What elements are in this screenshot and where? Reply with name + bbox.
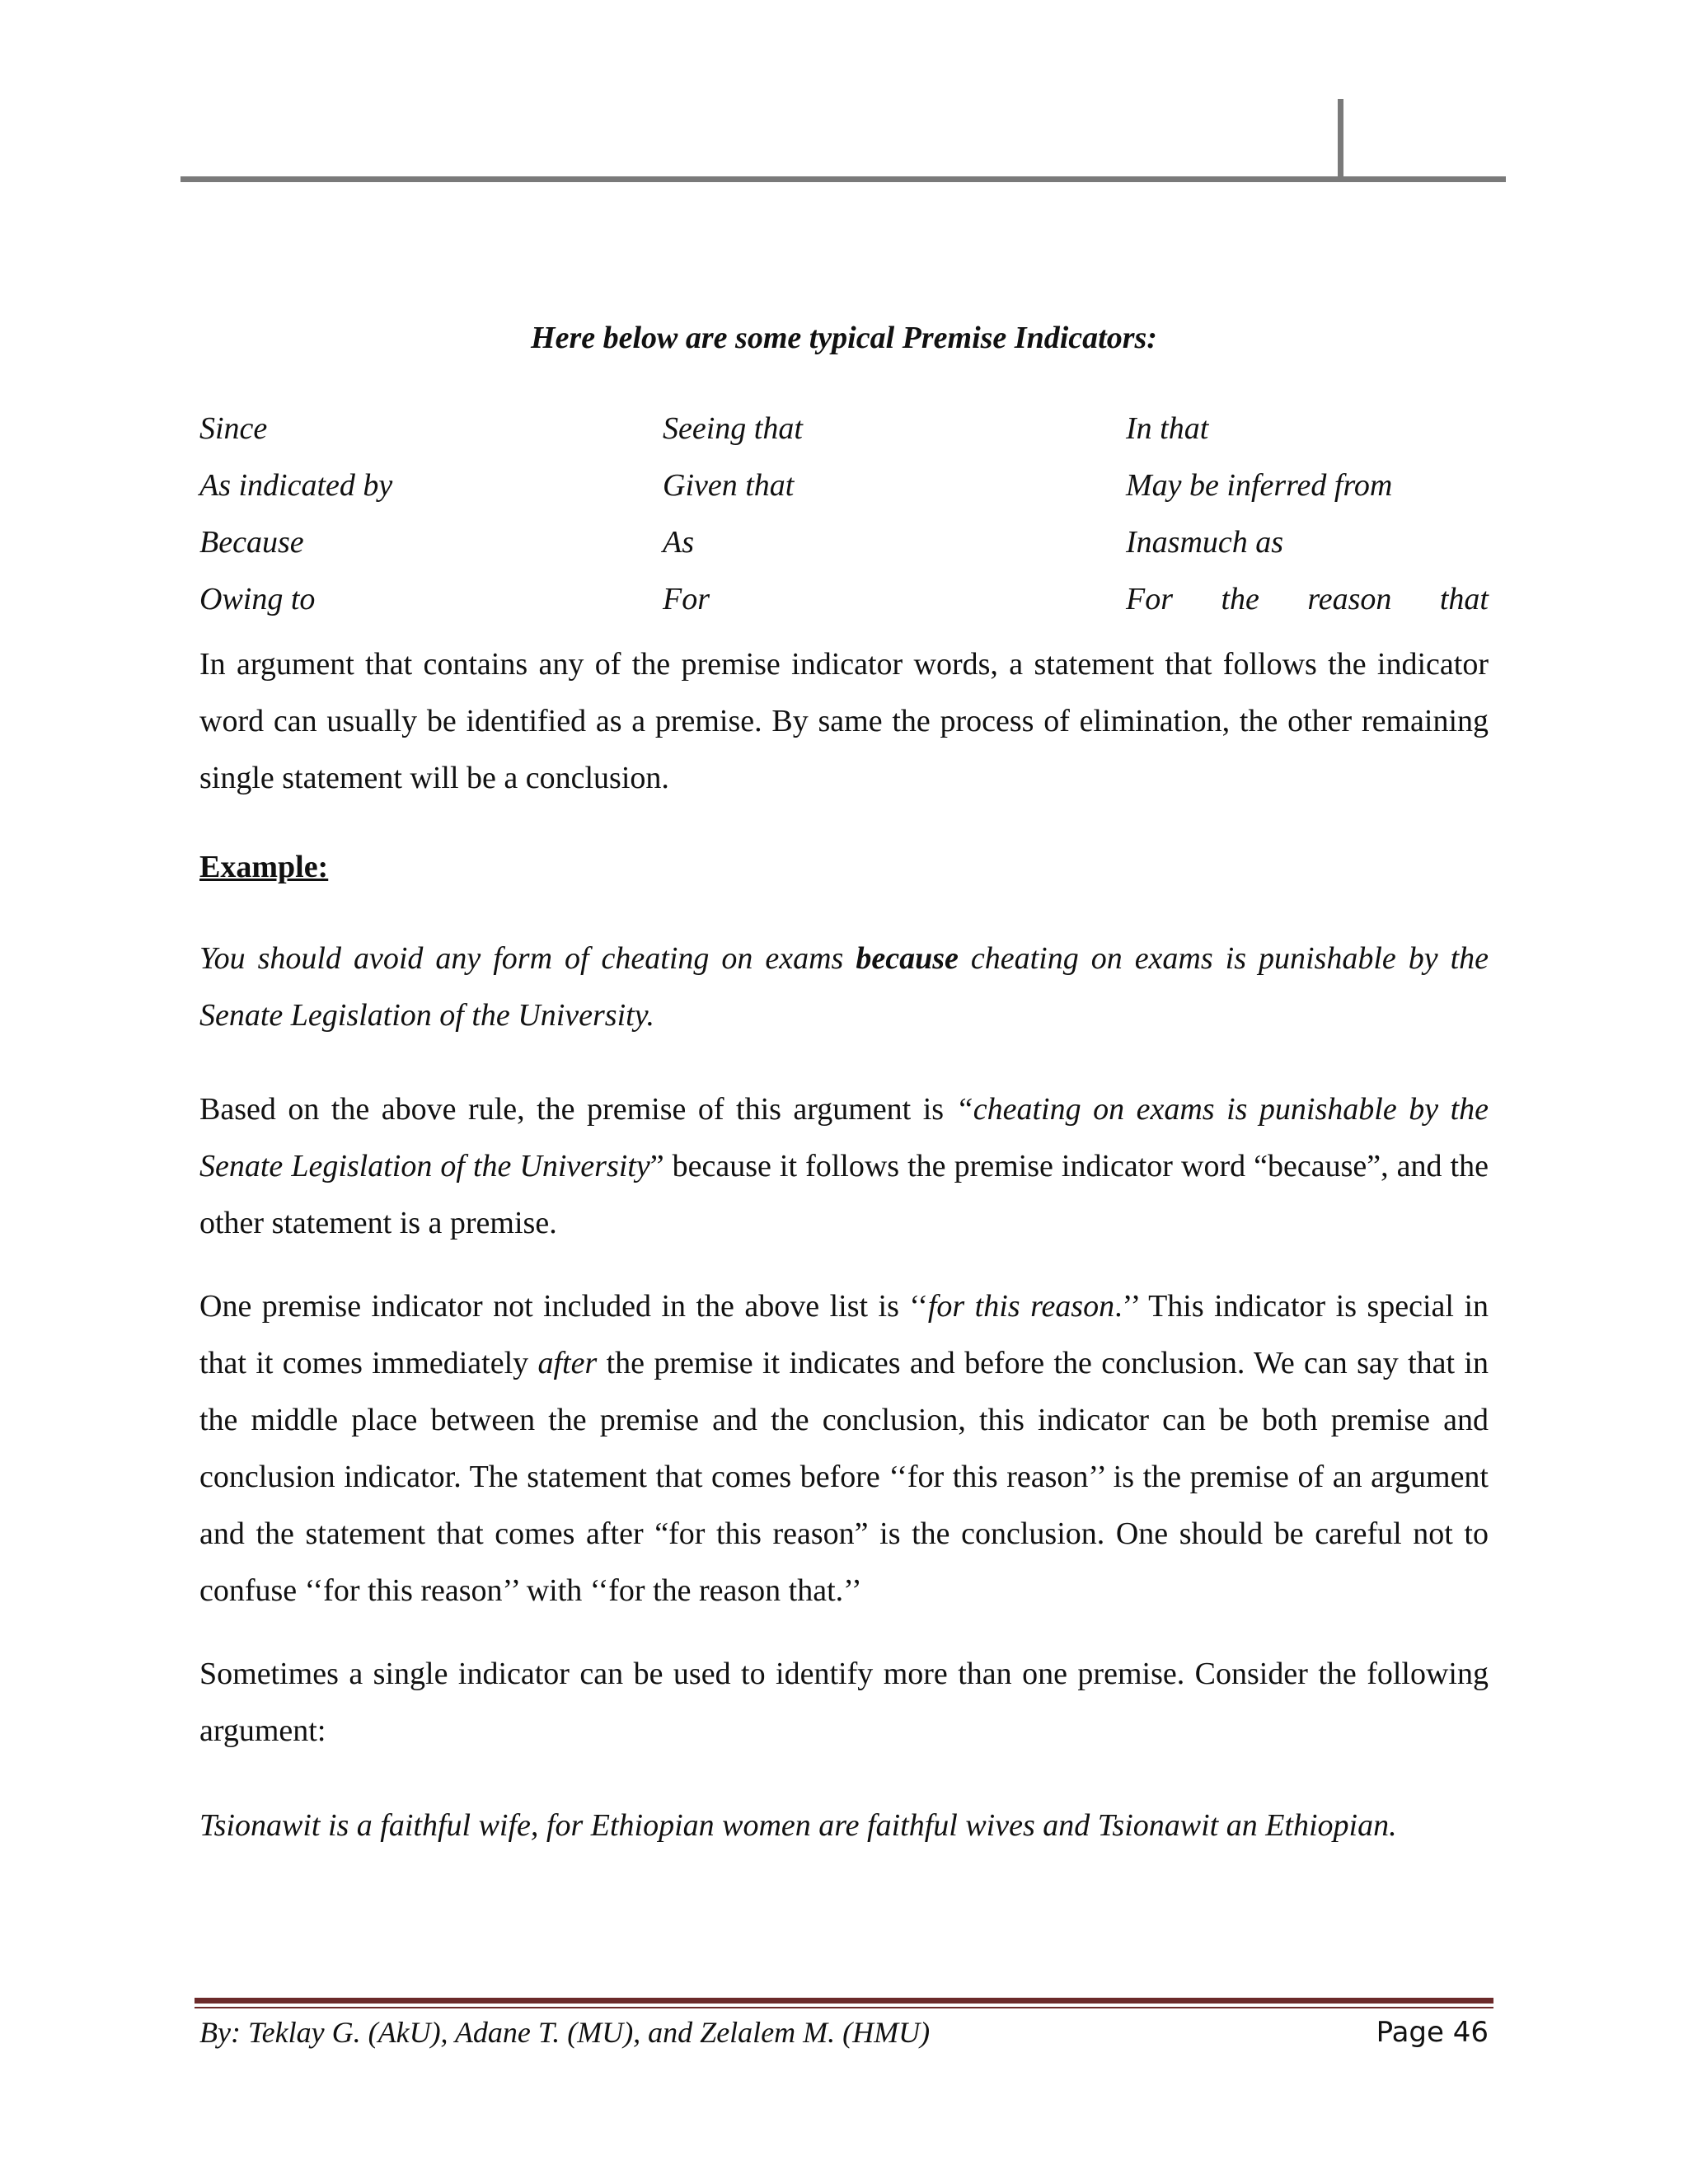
paragraph3-part3: the premise it indicates and before the conclusion. We can say that in the middle place between the premise and the conclusion, this indicator can be both premise and conclusion indicator. The statement that comes before ‘‘for this reason’’ is the premise of an argument and the statement that comes after “for this reason” is the conclusion. One should be careful not to confuse ‘‘for this reason’’ with ‘‘for the reason that.’’: [199, 1346, 1489, 1608]
footer-rule-thin: [195, 2007, 1493, 2008]
indicator-item: Given that: [663, 468, 795, 503]
indicator-word: that: [1439, 582, 1489, 616]
paragraph3-italic2: after: [537, 1346, 598, 1380]
indicator-item: Owing to: [199, 582, 316, 616]
indicator-item: Seeing that: [663, 411, 803, 446]
footer-rule: [195, 1998, 1493, 2004]
indicator-word: the: [1221, 582, 1259, 616]
paragraph-for-this-reason: [199, 1278, 1489, 1619]
paragraph3-italic1: for this reason: [927, 1289, 1115, 1324]
indicator-item-justified: [1126, 571, 1489, 628]
example-text-end: .: [646, 998, 654, 1033]
final-example-sentence: Tsionawit is a faithful wife, for Ethiopian women are faithful wives and Tsionawit an Ethiopian.: [199, 1808, 1397, 1843]
indicator-item: Inasmuch as: [1126, 525, 1284, 560]
premise-indicator-table: [199, 401, 1489, 628]
example-text-before: You should avoid any form of cheating on exams: [199, 941, 856, 976]
paragraph3-part1: One premise indicator not included in the above list is ‘‘: [199, 1289, 928, 1324]
paragraph2-quote: “cheating on exams is punishable by the Senate Legislation of the University: [199, 1092, 1489, 1183]
indicator-item: For: [663, 582, 710, 616]
paragraph-single-indicator: Sometimes a single indicator can be used to identify more than one premise. Consider the following argument:: [199, 1657, 1489, 1748]
paragraph2-part1: Based on the above rule, the premise of this argument is: [199, 1092, 956, 1127]
paragraph2-part2: ” because it follows the premise indicator word “because”, and the other statement is a premise.: [199, 1149, 1489, 1240]
indicator-word: For: [1126, 582, 1173, 616]
header-tick: [1338, 99, 1343, 180]
indicator-item: As indicated by: [199, 468, 393, 503]
paragraph-premise-analysis: [199, 1081, 1489, 1252]
indicator-item: Since: [199, 411, 268, 446]
example-label: Example:: [199, 850, 329, 884]
footer-page-number: Page 46: [1376, 2016, 1489, 2049]
example-sentence: [199, 930, 1489, 1044]
page-content: [199, 313, 1489, 1854]
indicator-item: In that: [1126, 411, 1209, 446]
header-rule: [181, 176, 1506, 182]
indicator-item: May be inferred from: [1126, 468, 1393, 503]
example-text-after: cheating on exams is punishable by the Senate Legislation of the University: [199, 941, 1489, 1033]
indicator-item: Because: [199, 525, 304, 560]
section-heading: Here below are some typical Premise Indicators:: [531, 321, 1157, 355]
indicator-word: reason: [1307, 582, 1392, 616]
indicator-item: As: [663, 525, 694, 560]
paragraph3-part2: .’’ This indicator is special in that it comes immediately: [199, 1289, 1489, 1380]
paragraph-premise-indicators: In argument that contains any of the premise indicator words, a statement that follows the indicator word can usually be identified as a premise. By same the process of elimination, the other remaining single statement will be a conclusion.: [199, 647, 1489, 795]
example-keyword: because: [856, 941, 959, 976]
footer-authors: By: Teklay G. (AkU), Adane T. (MU), and Zelalem M. (HMU): [199, 2016, 931, 2049]
